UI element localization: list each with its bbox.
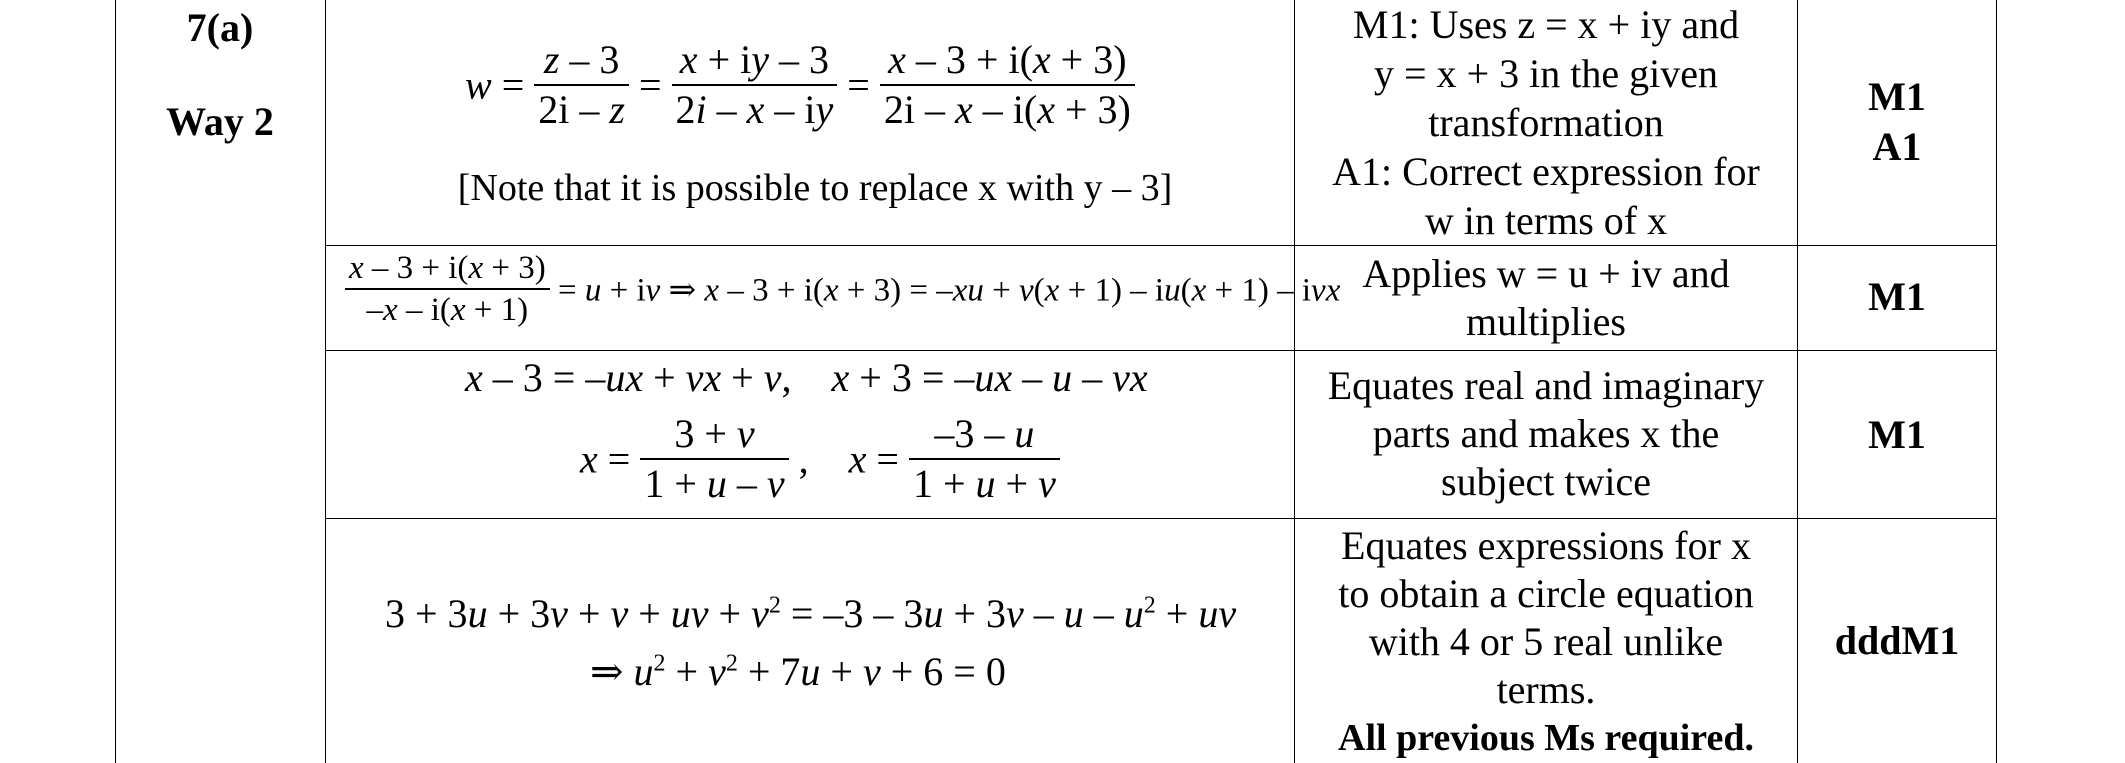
- comment-line: M1: Uses z = x + iy and: [1352, 2, 1740, 47]
- mark: M1: [1868, 274, 1926, 319]
- row3-equation-b: x = $\frac{3 + v}{1 + u - v}$ , x = $\frac{-3 - u}{1 + u + v}$: [580, 412, 1060, 506]
- comment-line: parts and makes x the: [1372, 411, 1720, 456]
- row1-marks: [1797, 72, 1997, 172]
- row1-comment: [1296, 0, 1796, 245]
- comment-line: Equates expressions for x: [1341, 523, 1751, 568]
- row2-marks: [1797, 272, 1997, 322]
- comment-line: to obtain a circle equation: [1338, 571, 1754, 616]
- row3-marks: [1797, 410, 1997, 460]
- comment-bold-line: All previous Ms required.: [1338, 717, 1754, 759]
- comment-line: transformation: [1428, 100, 1664, 145]
- row3-comment: [1296, 362, 1796, 506]
- comment-line: w in terms of x: [1424, 198, 1668, 243]
- mark: M1: [1868, 412, 1926, 457]
- row1-note: [Note that it is possible to replace x with y – 3]: [457, 167, 1173, 209]
- row1-equation: w = $\frac{z - 3}{2i - z}$ = $\frac{x + iy - 3}{2i - x - iy}$ = $\frac{x - 3 + i(x + 3)}{2i - x - i(x + 3)}$: [465, 38, 1135, 132]
- mark: M1: [1868, 74, 1926, 119]
- method-label: Way 2: [166, 99, 274, 144]
- row4-comment: [1296, 522, 1796, 762]
- question-number: 7(a): [186, 5, 254, 50]
- row4-equation-a: 3 + 3u + 3v + v + uv + $v^2 = -3 - 3u + 3v - u - u^2$ + uv: [385, 591, 1237, 636]
- comment-line: multiplies: [1466, 299, 1626, 344]
- comment-line: Equates real and imaginary: [1327, 363, 1765, 408]
- row-divider-2: [325, 350, 1997, 351]
- mark: dddM1: [1834, 618, 1960, 663]
- row4-marks: [1797, 616, 1997, 666]
- row3-equation-a: x – 3 = –ux + vx + v, x + 3 = –ux – u – vx: [465, 355, 1148, 400]
- comment-line: A1: Correct expression for: [1332, 149, 1760, 194]
- comment-line: with 4 or 5 real unlike: [1368, 619, 1724, 664]
- comment-line: terms.: [1496, 667, 1596, 712]
- comment-line: Applies w = u + iv and: [1362, 251, 1730, 296]
- comment-line: y = x + 3 in the given: [1374, 51, 1718, 96]
- row-divider-3: [325, 518, 1997, 519]
- row4-equation-b: ⇒ $u^2 + v^2 + 7u + v + 6 = 0$: [590, 649, 1006, 694]
- comment-line: subject twice: [1441, 459, 1651, 504]
- column-divider-2: [1294, 0, 1295, 763]
- row2-comment: [1296, 250, 1796, 346]
- row-divider-1: [325, 245, 1997, 246]
- row2-equation: $\frac{x - 3 + i(x + 3)}{-x - i(x + 1)}$ = u + iv ⇒ x – 3 + i(x + 3) = –xu + v(x + 1) – iu(x + 1) – ivx: [345, 250, 1340, 329]
- mark: A1: [1872, 124, 1922, 169]
